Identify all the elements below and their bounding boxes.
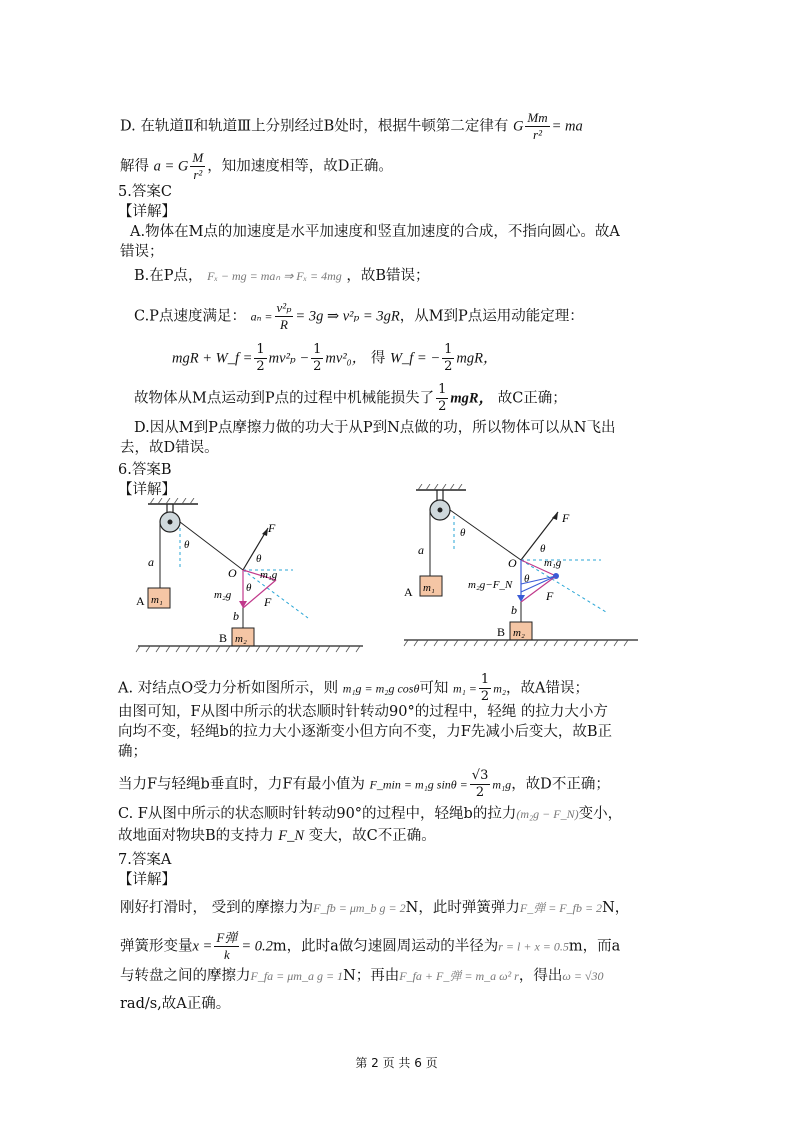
ground-hatch <box>136 646 360 652</box>
q6-c-line2: 故地面对物块B的支持力 F_N 变大，故C不正确。 <box>118 828 436 844</box>
label-m2-r: m₂ <box>513 627 525 639</box>
d-line1 <box>120 110 583 143</box>
label-f-low: F <box>264 595 272 609</box>
q5-answer: 5.答案C <box>118 184 172 200</box>
q5-b-eq: Fₓ − mg = maₙ ⇒ Fₓ = 4mg <box>207 269 342 283</box>
label-o-r: O <box>508 556 517 570</box>
force-m2g-fn-head-r <box>517 595 525 602</box>
left-force-diagram <box>118 498 368 658</box>
label-theta-mid: θ <box>246 582 252 594</box>
label-b: b <box>233 609 239 623</box>
label-b-r: b <box>511 603 517 617</box>
q5-b-line: B.在P点， Fₓ − mg = maₙ ⇒ Fₓ = 4mg ，故B错误； <box>134 268 430 284</box>
label-a-r: a <box>418 543 424 557</box>
label-m1-r: m₁ <box>423 582 435 594</box>
label-theta-right-r: θ <box>540 543 546 555</box>
q5-a-line2: 错误； <box>120 244 164 260</box>
frac-m-r2: $\frac{M}{\text{r²}}$ <box>192 150 204 182</box>
q7-line1: 刚好打滑时， 受到的摩擦力为F_fb = μm_b g = 2N，此时弹簧弹力F_弹 = F_fb = 2N， <box>120 900 630 916</box>
q7-line3: 与转盘之间的摩擦力F_fa = μm_a g = 1N；再由F_fa + F_弹 = m_a ω² r，得出ω = √30 <box>120 968 604 984</box>
q6-detail: 【详解】 <box>118 482 176 498</box>
q5-c3-line: 故物体从M点运动到P点的过程中机械能损失了 $\frac{1}{2}$ mgR， 故C正确； <box>134 382 567 414</box>
label-a: a <box>148 555 154 569</box>
label-box-a: A <box>136 594 145 608</box>
page-footer: 第 2 页 共 6 页 <box>355 1056 438 1070</box>
ceiling-hatch <box>150 498 194 504</box>
q6-b-line3: 确； <box>118 744 147 760</box>
label-theta-right: θ <box>256 553 262 565</box>
label-theta-top-r: θ <box>460 527 466 539</box>
rope-to-o <box>180 522 243 570</box>
pulley-hub-r <box>438 508 443 513</box>
frac-vp2-r: $\frac{\text{v²ₚ}}{R}$ <box>276 300 292 332</box>
pulley-hub <box>168 520 173 525</box>
label-o: O <box>228 566 237 580</box>
q7-line4: rad/s,故A正确。 <box>120 996 231 1012</box>
label-theta-top: θ <box>184 539 190 551</box>
label-f-top-r: F <box>562 511 570 525</box>
label-m2g-fn-r: m₂g−F_N <box>468 579 513 591</box>
label-m2: m₂ <box>235 633 247 645</box>
q5-d-line2: 去，故D错误。 <box>120 440 219 456</box>
q6-d-line: 当力F与轻绳b垂直时，力F有最小值为 F_min = m₁g sinθ = $\frac{√3}{2}$ m₁g，故D不正确； <box>118 768 610 800</box>
q6-answer: 6.答案B <box>118 462 172 478</box>
q6-b-line1: 由图可知，F从图中所示的状态顺时针转动90°的过程中，轻绳 的拉力大小方 <box>118 704 608 720</box>
label-theta-mid-r: θ <box>524 573 530 585</box>
label-m1g: m₁g <box>260 569 278 581</box>
label-m1g-r: m₁g <box>544 557 562 569</box>
q7-detail: 【详解】 <box>118 872 176 888</box>
label-f-low-r: F <box>546 589 554 603</box>
force-m2g-head <box>239 601 247 608</box>
q6-c-line1: C. F从图中所示的状态顺时针转动90°的过程中，轻绳b的拉力(m₂g − F_N)变小， <box>118 806 623 822</box>
q5-c-line: C.P点速度满足： aₙ = $\frac{\text{v²ₚ}}{R}$ = 3g ⇒ v²ₚ = 3gR，从M到P点运用动能定理： <box>134 300 584 332</box>
eq-ma: = ma <box>551 118 583 135</box>
q5-detail: 【详解】 <box>118 204 176 220</box>
ground-hatch-r <box>404 640 628 646</box>
label-m1: m₁ <box>151 594 163 606</box>
q6-b-line2: 向均不变，轻绳b的拉力大小逐渐变小但方向不变，力F先减小后变大，故B正 <box>118 724 612 740</box>
label-m2g: m₂g <box>214 589 232 601</box>
q6-a-line: A. 对结点O受力分析如图所示，则 m₁g = m₂g cosθ可知 m₁ = $\frac{1}{2}$ m₂，故A错误； <box>118 672 590 704</box>
label-box-b-r: B <box>497 625 506 639</box>
q7-line2: 弹簧形变量x = $\frac{\text{F弹}}{k}$ = 0.2m，此时a做匀速圆周运动的半径为r = l + x = 0.5m，而a <box>120 930 621 962</box>
d-line2: 解得 a = G $\frac{M}{\text{r²}}$ ，知加速度相等，故D正确。 <box>120 150 393 182</box>
q7-answer: 7.答案A <box>118 852 172 868</box>
q5-d-line1: D.因从M到P点摩擦力做的功大于从P到N点做的功，所以物体可以从N飞出 <box>134 420 616 436</box>
q5-c2-line: mgR + W_f = $\frac{1}{2}$ mv²ₚ − $\frac{1}{2}$ mv²₀， 得 W_f = − $\frac{1}{2}$ mgR， <box>172 342 498 374</box>
ceiling-hatch-r <box>418 484 462 490</box>
label-box-a-r: A <box>404 585 413 599</box>
label-f-top: F <box>268 521 276 535</box>
eq-g: G <box>512 118 524 135</box>
frac-mm-r2: $\frac{Mm}{\text{r²}}$ <box>527 110 548 142</box>
d-line1-text: D. 在轨道Ⅱ和轨道Ⅲ上分别经过B处时，根据牛顿第二定律有 <box>120 118 509 135</box>
label-box-b: B <box>219 631 228 645</box>
right-force-diagram <box>396 484 646 654</box>
q5-a-line1: A.物体在M点的加速度是水平加速度和竖直加速度的合成，不指向圆心。故A <box>130 224 620 240</box>
